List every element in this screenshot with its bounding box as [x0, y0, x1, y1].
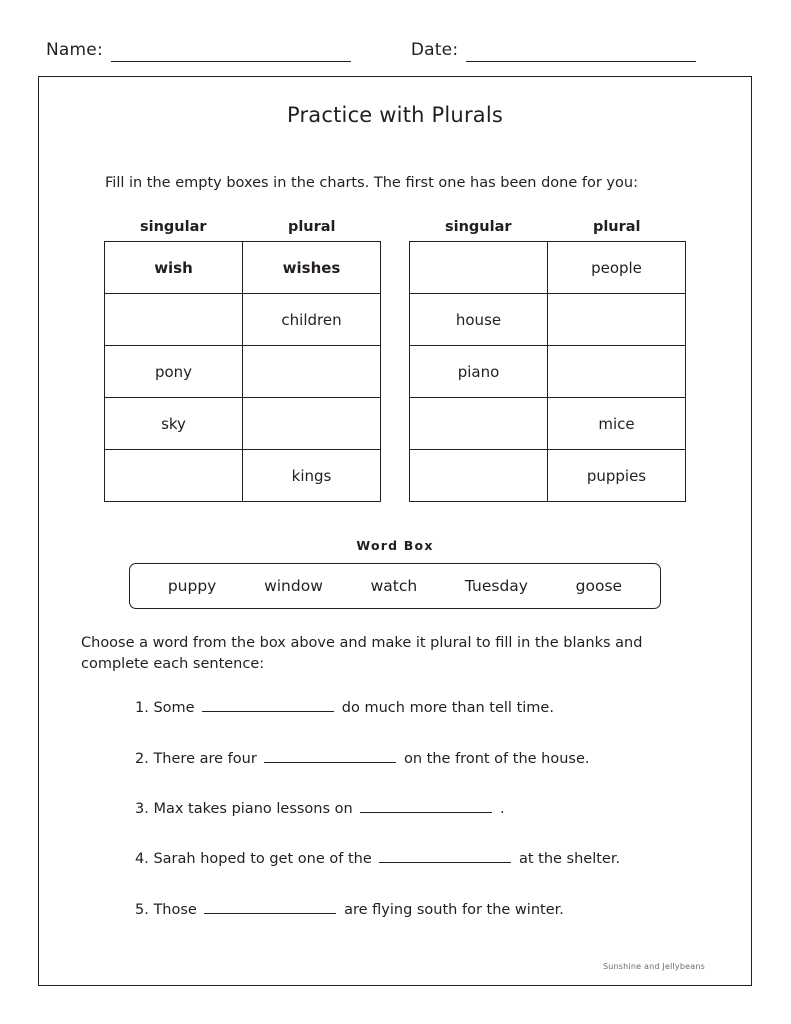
answer-blank[interactable]: [379, 848, 511, 863]
word-box: [129, 563, 661, 609]
list-item: [135, 748, 751, 769]
word-box-item: Tuesday: [464, 577, 528, 596]
list-item: [135, 899, 751, 920]
cell-singular[interactable]: [410, 242, 548, 294]
table-row: [105, 346, 381, 398]
list-item: [135, 798, 751, 819]
sentence-after: on the front of the house.: [404, 750, 590, 767]
sentence-number: 2.: [135, 750, 149, 767]
chart-1-table: [104, 241, 381, 502]
word-box-item: goose: [575, 577, 623, 596]
cell-plural[interactable]: [548, 294, 686, 346]
page-title: Practice with Plurals: [286, 103, 504, 127]
cell-plural[interactable]: [243, 398, 381, 450]
sentence-list: [39, 697, 751, 919]
cell-singular[interactable]: [410, 450, 548, 502]
plural-chart-2: [409, 219, 686, 502]
worksheet-frame: [38, 76, 752, 986]
chart-1-header-singular: singular: [139, 219, 207, 236]
cell-singular[interactable]: pony: [105, 346, 243, 398]
cell-singular[interactable]: [105, 294, 243, 346]
answer-blank[interactable]: [204, 899, 336, 914]
chart-2-table: [409, 241, 686, 502]
credit-line: Sunshine and Jellybeans: [602, 962, 705, 971]
name-field[interactable]: [46, 40, 351, 62]
cell-singular[interactable]: house: [410, 294, 548, 346]
table-row: [410, 398, 686, 450]
cell-singular[interactable]: [105, 450, 243, 502]
sentence-before: Sarah hoped to get one of the: [153, 851, 372, 868]
table-row: [410, 294, 686, 346]
name-label: Name:: [46, 40, 103, 60]
sentence-before: Max takes piano lessons on: [153, 800, 353, 817]
sentence-before: Some: [153, 700, 195, 717]
charts-container: [39, 219, 751, 502]
cell-plural[interactable]: children: [243, 294, 381, 346]
word-box-item: puppy: [167, 577, 217, 596]
cell-singular[interactable]: [410, 398, 548, 450]
chart-2-header-singular: singular: [444, 219, 512, 236]
chart-1-header-plural: plural: [287, 219, 336, 236]
sentence-after: do much more than tell time.: [341, 700, 554, 717]
cell-plural[interactable]: mice: [548, 398, 686, 450]
plural-chart-1: [104, 219, 381, 502]
table-row: [105, 242, 381, 294]
cell-singular[interactable]: wish: [105, 242, 243, 294]
chart-1-headers: [104, 219, 381, 235]
word-box-item: window: [264, 577, 323, 596]
chart-2-header-plural: plural: [592, 219, 641, 236]
table-row: [105, 398, 381, 450]
cell-plural[interactable]: puppies: [548, 450, 686, 502]
table-row: [105, 294, 381, 346]
answer-blank[interactable]: [202, 697, 334, 712]
sentence-number: 5.: [135, 901, 149, 918]
sentence-after: at the shelter.: [518, 851, 621, 868]
name-input-line[interactable]: [111, 41, 351, 62]
sentence-before: There are four: [153, 750, 257, 767]
header-fields: [46, 30, 745, 62]
table-row: [410, 450, 686, 502]
cell-plural[interactable]: kings: [243, 450, 381, 502]
sentence-before: Those: [153, 901, 197, 918]
list-item: [135, 697, 751, 718]
sentence-after: .: [499, 800, 505, 817]
sentence-number: 1.: [135, 700, 149, 717]
cell-singular[interactable]: sky: [105, 398, 243, 450]
list-item: [135, 848, 751, 869]
table-row: [410, 242, 686, 294]
table-row: [105, 450, 381, 502]
cell-plural[interactable]: wishes: [243, 242, 381, 294]
chart-2-headers: [409, 219, 686, 235]
chart-instructions: Fill in the empty boxes in the charts. The first one has been done for you:: [105, 175, 638, 191]
word-box-item: watch: [370, 577, 418, 596]
date-input-line[interactable]: [466, 41, 696, 62]
cell-plural[interactable]: [548, 346, 686, 398]
date-field[interactable]: [411, 40, 696, 62]
sentence-instructions: Choose a word from the box above and make it plural to fill in the blanks and complete each sentence:: [81, 635, 643, 673]
date-label: Date:: [410, 40, 459, 60]
sentence-number: 4.: [135, 851, 149, 868]
table-row: [410, 346, 686, 398]
answer-blank[interactable]: [264, 748, 396, 763]
answer-blank[interactable]: [360, 798, 492, 813]
cell-plural[interactable]: [243, 346, 381, 398]
word-box-title: Word Box: [356, 538, 434, 554]
sentence-after: are flying south for the winter.: [344, 901, 564, 918]
cell-singular[interactable]: piano: [410, 346, 548, 398]
sentence-number: 3.: [135, 800, 149, 817]
cell-plural[interactable]: people: [548, 242, 686, 294]
